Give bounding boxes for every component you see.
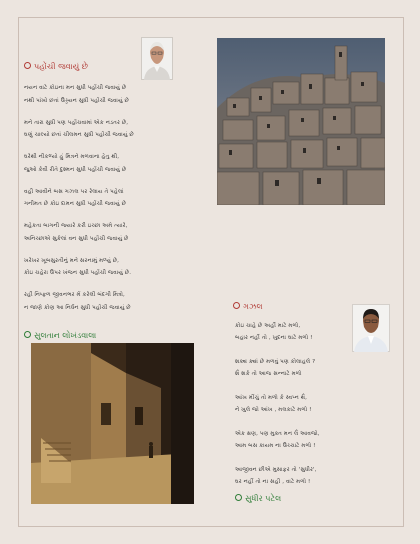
poem-line: શક્ય ક્યાં છે મળવું પણ કોલાહલે ? <box>235 359 316 365</box>
poem-line: નયન વાટે કોઇના મન સુધી પહોંચી જવાયું છે <box>24 85 127 91</box>
poem-line: ગનીમત છે કોઇ દામન સુધી પહોંચી જવાયું છે <box>24 201 127 207</box>
poem-line: બહાર નહીં તો , ખુદના ઘાટે મળો ! <box>235 335 313 341</box>
poem-line: કોઇ ચાહે છે અહીં માટે મળો, <box>235 323 301 329</box>
poem1-author-text: સુલતાન લોખંડવાલા <box>34 331 97 340</box>
poem-line: આંખ મીંચું તો મળો કે સ્વપ્ન થૈ, <box>235 395 307 401</box>
poem-line: રહી નિષ્ફળ જીવનભર મેં કરેલી બંદગી મિત્રો, <box>24 292 125 298</box>
poem-line: આમ બસ કાયમ ના ઉચ્ચાટે મળો ! <box>235 443 316 449</box>
bullet-icon <box>24 331 31 338</box>
hill-town-photo <box>217 38 385 205</box>
poem-line: ઘરેથી નીકળ્યો હું મિત્રને મળવાના હેતુ થી, <box>24 154 120 160</box>
poem-line: ઘર નહીં તો ના સહી , વાટે મળો ! <box>235 479 311 485</box>
author1-portrait <box>141 37 173 80</box>
author2-portrait <box>352 304 390 352</box>
poem-line: આજીવન છીએ મુસાફર તો 'સુધીર', <box>235 467 317 473</box>
bullet-icon <box>24 62 31 69</box>
poem2-title-text: ગઝલ <box>243 302 263 311</box>
bullet-icon <box>233 302 240 309</box>
poem-line: ન જાણે કોણ આ નિર્ધન સુધી પહોંચી જવાયું છે <box>24 304 131 311</box>
poem2-author <box>235 494 281 504</box>
poem-line: વહી આવીને બસ ગઝલ પર રેલાય તે પહેલાં <box>24 188 124 195</box>
poem-line: અનિચ્છાએ સુકેલાં વન સુધી પહોંચી જવાયું છે <box>24 235 129 242</box>
poem2-title <box>233 302 263 312</box>
poem1-author <box>24 331 96 341</box>
bullet-icon <box>235 494 242 501</box>
poem-line: નથી પાંખો છતાં ઉડ્ડયન સુધી પહોંચી જવાયું છે <box>24 97 129 104</box>
poem1-title-text: પહોંચી જવાયું છે <box>34 62 88 71</box>
poem-line: ખરેખર ખૂબસુરતીનું મને સરનામું મળ્યું છે, <box>24 257 120 264</box>
poem2-author-text: સુધીર પટેલ <box>245 494 282 503</box>
poem-line: શૈ શકે તો આજ સન્નાટે મળો <box>235 371 302 377</box>
poem-line: કોઇ ચહેરા ઉપર ખંજન સુધી પહોંચી જવાયું છે. <box>24 270 132 276</box>
poem-line: ઘણું ચાલ્યો છતાં ચીલમન સુધી પહોંચી જવાયું છે <box>24 132 134 138</box>
poem-line: ને ખુલે જો આંખ , મલકાટે મળો ! <box>235 407 312 413</box>
poem1-title <box>24 62 88 72</box>
poem-line: જુઓ કેવી રીતે દુશ્મન સુધી પહોંચી જવાયું છે <box>24 166 127 173</box>
ruins-street-photo <box>31 343 194 504</box>
poem-line: મને તારા સુધી પણ પહોંચવામાં એક નડતર છે, <box>24 119 129 126</box>
poem-line: મહેકતા બાગની જ્યારે કરી ઇચ્છા અમે ત્યારે, <box>24 223 128 229</box>
poem-line: એક ક્ષણ, પણ મુક્ત મન લૈ આવજો, <box>235 431 320 437</box>
